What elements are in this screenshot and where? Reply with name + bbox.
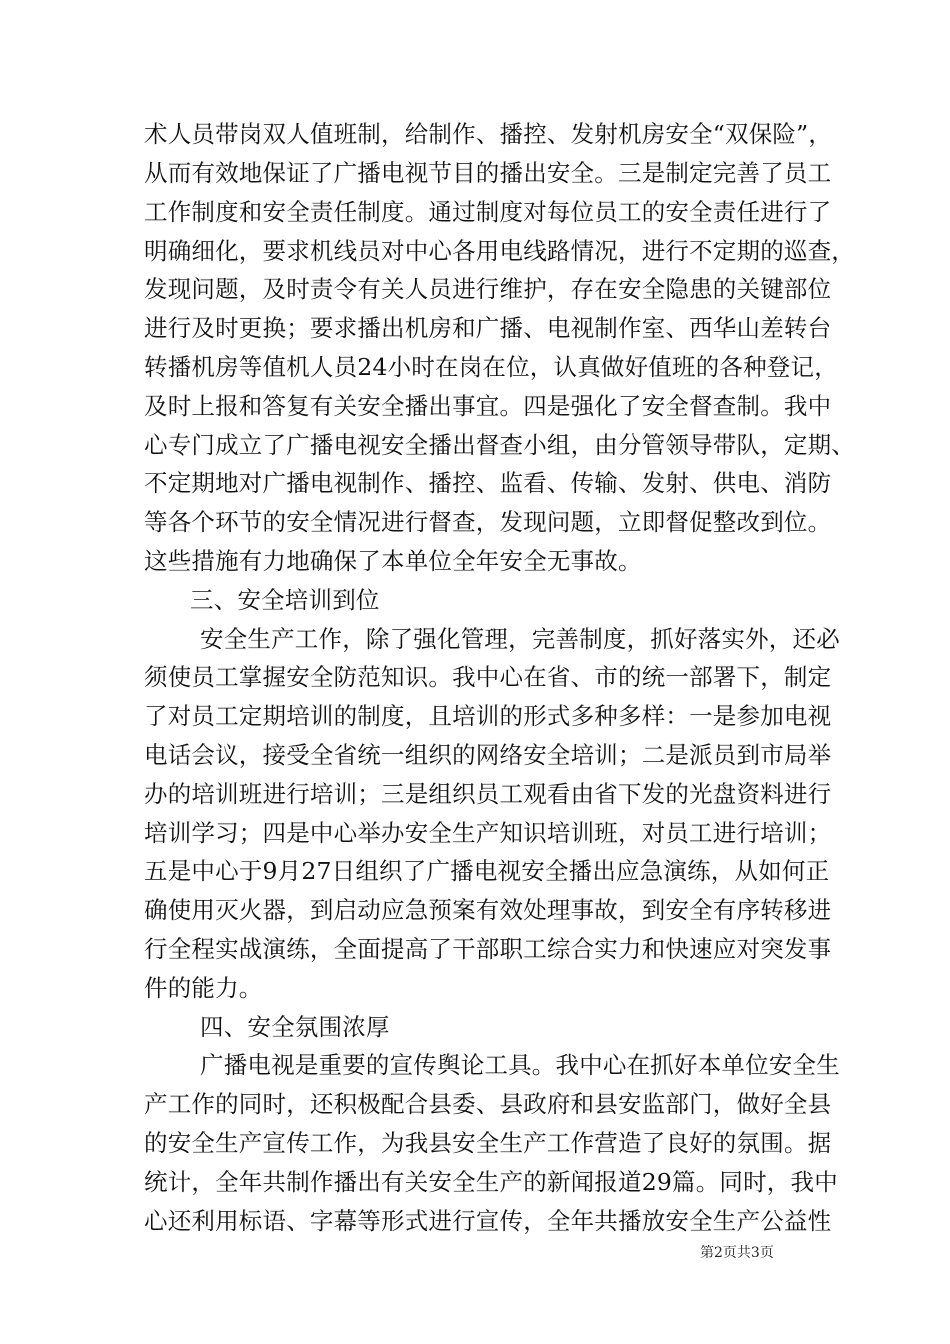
text-line: 心还利用标语、字幕等形式进行宣传，全年共播放安全生产公益性 [144,1207,832,1235]
section-heading: 四、安全氛围浓厚 [200,1013,390,1041]
text-line: 的安全生产宣传工作，为我县安全生产工作营造了良好的氛围。据 [144,1129,832,1157]
text-line: 等各个环节的安全情况进行督查，发现问题，立即督促整改到位。 [144,508,832,536]
text-line: 培训学习；四是中心举办安全生产知识培训班，对员工进行培训； [144,819,832,847]
text-line: 产工作的同时，还积极配合县委、县政府和县安监部门，做好全县 [144,1090,832,1118]
text-line: 转播机房等值机人员24小时在岗在位，认真做好值班的各种登记， [144,353,838,381]
text-line: 须使员工掌握安全防范知识。我中心在省、市的统一部署下，制定 [144,663,832,691]
text-line: 行全程实战演练，全面提高了干部职工综合实力和快速应对突发事 [144,935,832,963]
text-line: 这些措施有力地确保了本单位全年安全无事故。 [144,547,642,575]
text-line: 及时上报和答复有关安全播出事宜。四是强化了安全督查制。我中 [144,392,832,420]
text-line: 五是中心于9月27日组织了广播电视安全播出应急演练，从如何正 [144,857,830,885]
text-line: 安全生产工作，除了强化管理，完善制度，抓好落实外，还必 [200,625,840,653]
text-line: 术人员带岗双人值班制，给制作、播控、发射机房安全“双保险”， [144,120,833,148]
text-line: 从而有效地保证了广播电视节目的播出安全。三是制定完善了员工 [144,159,832,187]
page-footer: 第2页共3页 [700,1245,774,1261]
text-line: 办的培训班进行培训；三是组织员工观看由省下发的光盘资料进行 [144,780,832,808]
text-line: 统计，全年共制作播出有关安全生产的新闻报道29篇。同时，我中 [144,1168,838,1196]
section-heading: 三、安全培训到位 [190,586,380,614]
text-line: 工作制度和安全责任制度。通过制度对每位员工的安全责任进行了 [144,198,832,226]
text-line: 不定期地对广播电视制作、播控、监看、传输、发射、供电、消防 [144,469,832,497]
text-line: 广播电视是重要的宣传舆论工具。我中心在抓好本单位安全生 [200,1051,840,1079]
text-line: 件的能力。 [144,974,263,1002]
text-line: 了对员工定期培训的制度，且培训的形式多种多样：一是参加电视 [144,702,832,730]
text-line: 电话会议，接受全省统一组织的网络安全培训；二是派员到市局举 [144,741,832,769]
text-line: 发现问题，及时责令有关人员进行维护，存在安全隐患的关键部位 [144,275,832,303]
text-line: 心专门成立了广播电视安全播出督查小组，由分管领导带队，定期、 [144,431,855,459]
text-line: 进行及时更换；要求播出机房和广播、电视制作室、西华山差转台 [144,314,832,342]
text-line: 明确细化，要求机线员对中心各用电线路情况，进行不定期的巡查， [144,237,855,265]
text-line: 确使用灭火器，到启动应急预案有效处理事故，到安全有序转移进 [144,896,832,924]
